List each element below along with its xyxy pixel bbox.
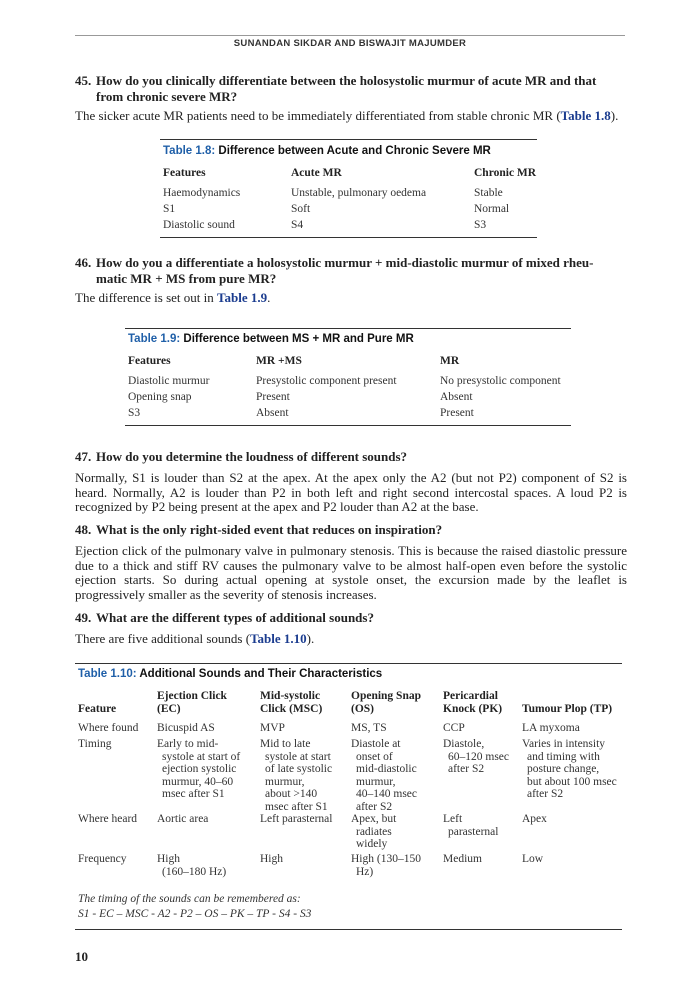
column-header-feature	[78, 703, 116, 716]
table-title: Additional Sounds and Their Characteristics	[139, 668, 383, 680]
paragraph-end: ).	[610, 108, 619, 123]
table-caption	[163, 145, 491, 157]
cell-line: LA myxoma	[522, 722, 580, 734]
table-cell: Diastolic murmur	[128, 375, 210, 387]
table-top-rule	[75, 663, 622, 664]
table-cell: Present	[256, 391, 290, 403]
table-label: Table 1.10:	[78, 668, 137, 680]
cell-line: widely	[356, 838, 388, 850]
cell-line: High (130–150	[351, 853, 421, 865]
question-45	[75, 73, 627, 105]
cell-line: Apex, but	[351, 813, 397, 825]
table-cell: No presystolic component	[440, 375, 561, 387]
cell-line: radiates	[356, 825, 392, 838]
header-line: (OS)	[351, 702, 374, 715]
paragraph-text: There are five additional sounds (	[75, 631, 251, 646]
header-line: Ejection Click	[157, 690, 227, 702]
cell-line: Left parasternal	[260, 813, 333, 825]
cell-line: murmur,	[265, 775, 305, 788]
cell-line: about >140	[265, 788, 318, 800]
table-cell: Absent	[440, 391, 473, 403]
note-line: S1 - EC – MSC - A2 - P2 – OS – PK – TP - S4 - S3	[78, 908, 312, 920]
table-ref-link[interactable]: Table 1.8	[560, 108, 611, 123]
column-header: MR +MS	[256, 355, 302, 367]
cell-line: posture change,	[527, 763, 600, 775]
table-cell: Normal	[474, 203, 510, 215]
cell-line: Where heard	[78, 813, 138, 825]
column-header-tumour-plop	[522, 703, 612, 716]
cell-line: Varies in intensity	[522, 738, 606, 750]
table-cell: Opening snap	[128, 391, 192, 403]
table-cell: Haemodynamics	[163, 187, 241, 199]
cell-line: murmur,	[356, 775, 396, 788]
table-cell: S1	[163, 203, 176, 215]
cell-line: parasternal	[448, 825, 499, 838]
table-cell	[157, 853, 226, 878]
cell-line: Early to mid-	[157, 738, 219, 750]
cell-line: murmur, 40–60	[162, 775, 234, 788]
cell-line: ejection systolic	[162, 763, 237, 775]
cell-line: after S2	[527, 788, 564, 800]
question-text: What is the only right-sided event that reduces on inspiration?	[96, 522, 443, 537]
cell-line: onset of	[356, 750, 393, 763]
row-label-timing	[78, 738, 111, 751]
table-cell	[522, 853, 543, 866]
table-cell: Soft	[291, 203, 311, 215]
column-header: Chronic MR	[474, 167, 537, 179]
table-cell	[260, 853, 283, 866]
question-text: How do you determine the loudness of different sounds?	[96, 449, 408, 464]
cell-line: (160–180 Hz)	[162, 865, 227, 878]
table-top-rule	[160, 139, 537, 140]
cell-line: systole at start of	[162, 750, 241, 763]
column-header: Features	[163, 167, 206, 179]
question-text-cont: from chronic severe MR?	[96, 89, 238, 104]
column-header-pericardial-knock	[443, 690, 502, 715]
header-line: Opening Snap	[351, 690, 421, 702]
question-number: 48.	[75, 522, 92, 537]
table-cell: S3	[474, 219, 487, 231]
table-label: Table 1.9:	[128, 333, 181, 345]
header-line: Click (MSC)	[260, 702, 323, 715]
header-line: Knock (PK)	[443, 702, 503, 715]
note-line: The timing of the sounds can be remembered as:	[78, 893, 301, 905]
table-cell	[351, 813, 396, 851]
paragraph-end: .	[267, 290, 271, 305]
table-cell: Diastolic sound	[163, 219, 235, 231]
question-text: What are the different types of additional sounds?	[96, 610, 374, 625]
paragraph-48: Ejection click of the pulmonary valve in pulmonary stenosis. This is because the raised diastolic pressure due to a thick and stiff RV causes the pulmonary valve to be almost half-open even before the systolic ejection starts. So during actual opening at systole onset, the excursion made by the leaflet is progressively smaller as the severity of stenosis increases.	[75, 543, 627, 602]
table-cell	[351, 853, 421, 878]
row-label-frequency	[78, 853, 127, 866]
table-bottom-rule	[160, 237, 537, 238]
cell-line: msec after S1	[265, 800, 328, 813]
table-bottom-rule	[75, 929, 622, 930]
table-cell	[522, 813, 547, 826]
page-number: 10	[75, 949, 88, 964]
question-text: How do you a differentiate a holosystolic murmur + mid-diastolic murmur of mixed rheu-	[96, 255, 594, 270]
question-47	[75, 449, 627, 465]
table-caption	[78, 668, 382, 680]
column-header: MR	[440, 355, 460, 367]
cell-line: after S2	[356, 800, 393, 813]
column-header-mid-systolic-click	[260, 690, 322, 715]
paragraph-47: Normally, S1 is louder than S2 at the apex. At the apex only the A2 (but not P2) component of S2 is heard. Normally, A2 is louder than P2 in both left and right second intercostal spaces. A loud P2 is recognized by P2 being present at the apex and P2 louder than A2 at the base.	[75, 470, 627, 514]
table-cell	[443, 853, 482, 866]
cell-line: MVP	[260, 722, 285, 734]
question-number: 46.	[75, 255, 92, 270]
question-49	[75, 610, 627, 626]
cell-line: Bicuspid AS	[157, 722, 215, 734]
cell-line: CCP	[443, 722, 465, 734]
question-text-cont: matic MR + MS from pure MR?	[96, 271, 277, 286]
paragraph-text: The difference is set out in	[75, 290, 217, 305]
table-label: Table 1.8:	[163, 145, 216, 157]
paragraph-46	[75, 291, 627, 306]
running-head: SUNANDAN SIKDAR AND BISWAJIT MAJUMDER	[233, 38, 467, 49]
table-bottom-rule	[125, 425, 571, 426]
table-cell	[443, 738, 509, 776]
paragraph-end: ).	[306, 631, 315, 646]
header-line: Pericardial	[443, 690, 498, 702]
table-note	[78, 892, 311, 922]
cell-line: after S2	[448, 763, 485, 775]
table-cell: Unstable, pulmonary oedema	[291, 187, 427, 199]
cell-line: Timing	[78, 738, 112, 750]
question-number: 47.	[75, 449, 92, 464]
table-ref-link[interactable]: Table 1.9	[217, 290, 268, 305]
table-cell	[157, 738, 240, 801]
table-cell: Present	[440, 407, 474, 419]
table-caption	[128, 333, 414, 345]
cell-line: 40–140 msec	[356, 788, 418, 800]
header-rule	[75, 35, 625, 36]
question-46	[75, 255, 627, 287]
header-line: (EC)	[157, 702, 181, 715]
cell-line: and timing with	[527, 750, 600, 763]
table-cell	[443, 722, 465, 735]
cell-line: MS, TS	[351, 722, 387, 734]
cell-line: Frequency	[78, 853, 127, 865]
cell-line: High	[260, 853, 283, 865]
cell-line: msec after S1	[162, 788, 225, 800]
question-48	[75, 522, 627, 538]
row-label-where-found	[78, 722, 138, 735]
header-line: Feature	[78, 703, 117, 715]
table-cell	[157, 722, 215, 735]
table-cell: Absent	[256, 407, 289, 419]
table-cell: Stable	[474, 187, 503, 199]
cell-line: mid-diastolic	[356, 763, 417, 775]
cell-line: Medium	[443, 853, 482, 865]
column-header-ejection-click	[157, 690, 227, 715]
table-cell	[522, 722, 580, 735]
table-cell	[260, 813, 332, 826]
cell-line: of late systolic	[265, 763, 333, 775]
table-cell	[351, 738, 417, 813]
column-header: Acute MR	[291, 167, 342, 179]
column-header: Features	[128, 355, 171, 367]
cell-line: Low	[522, 853, 544, 865]
row-label-where-heard	[78, 813, 137, 826]
cell-line: Where found	[78, 722, 139, 734]
table-cell	[260, 722, 285, 735]
header-line: Tumour Plop (TP)	[522, 703, 613, 715]
table-cell	[260, 738, 332, 813]
table-title: Difference between MS + MR and Pure MR	[183, 333, 414, 345]
paragraph-45	[75, 109, 627, 124]
paragraph-49	[75, 632, 627, 647]
question-number: 45.	[75, 73, 92, 88]
cell-line: Mid to late	[260, 738, 311, 750]
cell-line: 60–120 msec	[448, 750, 510, 763]
question-number: 49.	[75, 610, 92, 625]
cell-line: Aortic area	[157, 813, 209, 825]
question-text: How do you clinically differentiate between the holosystolic murmur of acute MR and that	[96, 73, 597, 88]
table-cell	[157, 813, 208, 826]
cell-line: Diastole,	[443, 738, 485, 750]
cell-line: Left	[443, 813, 463, 825]
cell-line: systole at start	[265, 750, 331, 763]
cell-line: High	[157, 853, 180, 865]
table-cell	[443, 813, 498, 838]
table-title: Difference between Acute and Chronic Severe MR	[218, 145, 491, 157]
table-cell	[351, 722, 387, 735]
cell-line: Hz)	[356, 865, 374, 878]
table-cell	[522, 738, 617, 801]
table-cell: S3	[128, 407, 141, 419]
table-cell: S4	[291, 219, 304, 231]
cell-line: Diastole at	[351, 738, 401, 750]
cell-line: but about 100 msec	[527, 775, 617, 788]
table-ref-link[interactable]: Table 1.10	[250, 631, 307, 646]
paragraph-text: The sicker acute MR patients need to be immediately differentiated from stable chronic MR (	[75, 108, 561, 123]
table-cell: Presystolic component present	[256, 375, 397, 387]
header-line: Mid-systolic	[260, 690, 321, 702]
column-header-opening-snap	[351, 690, 421, 715]
cell-line: Apex	[522, 813, 547, 825]
table-top-rule	[125, 328, 571, 329]
